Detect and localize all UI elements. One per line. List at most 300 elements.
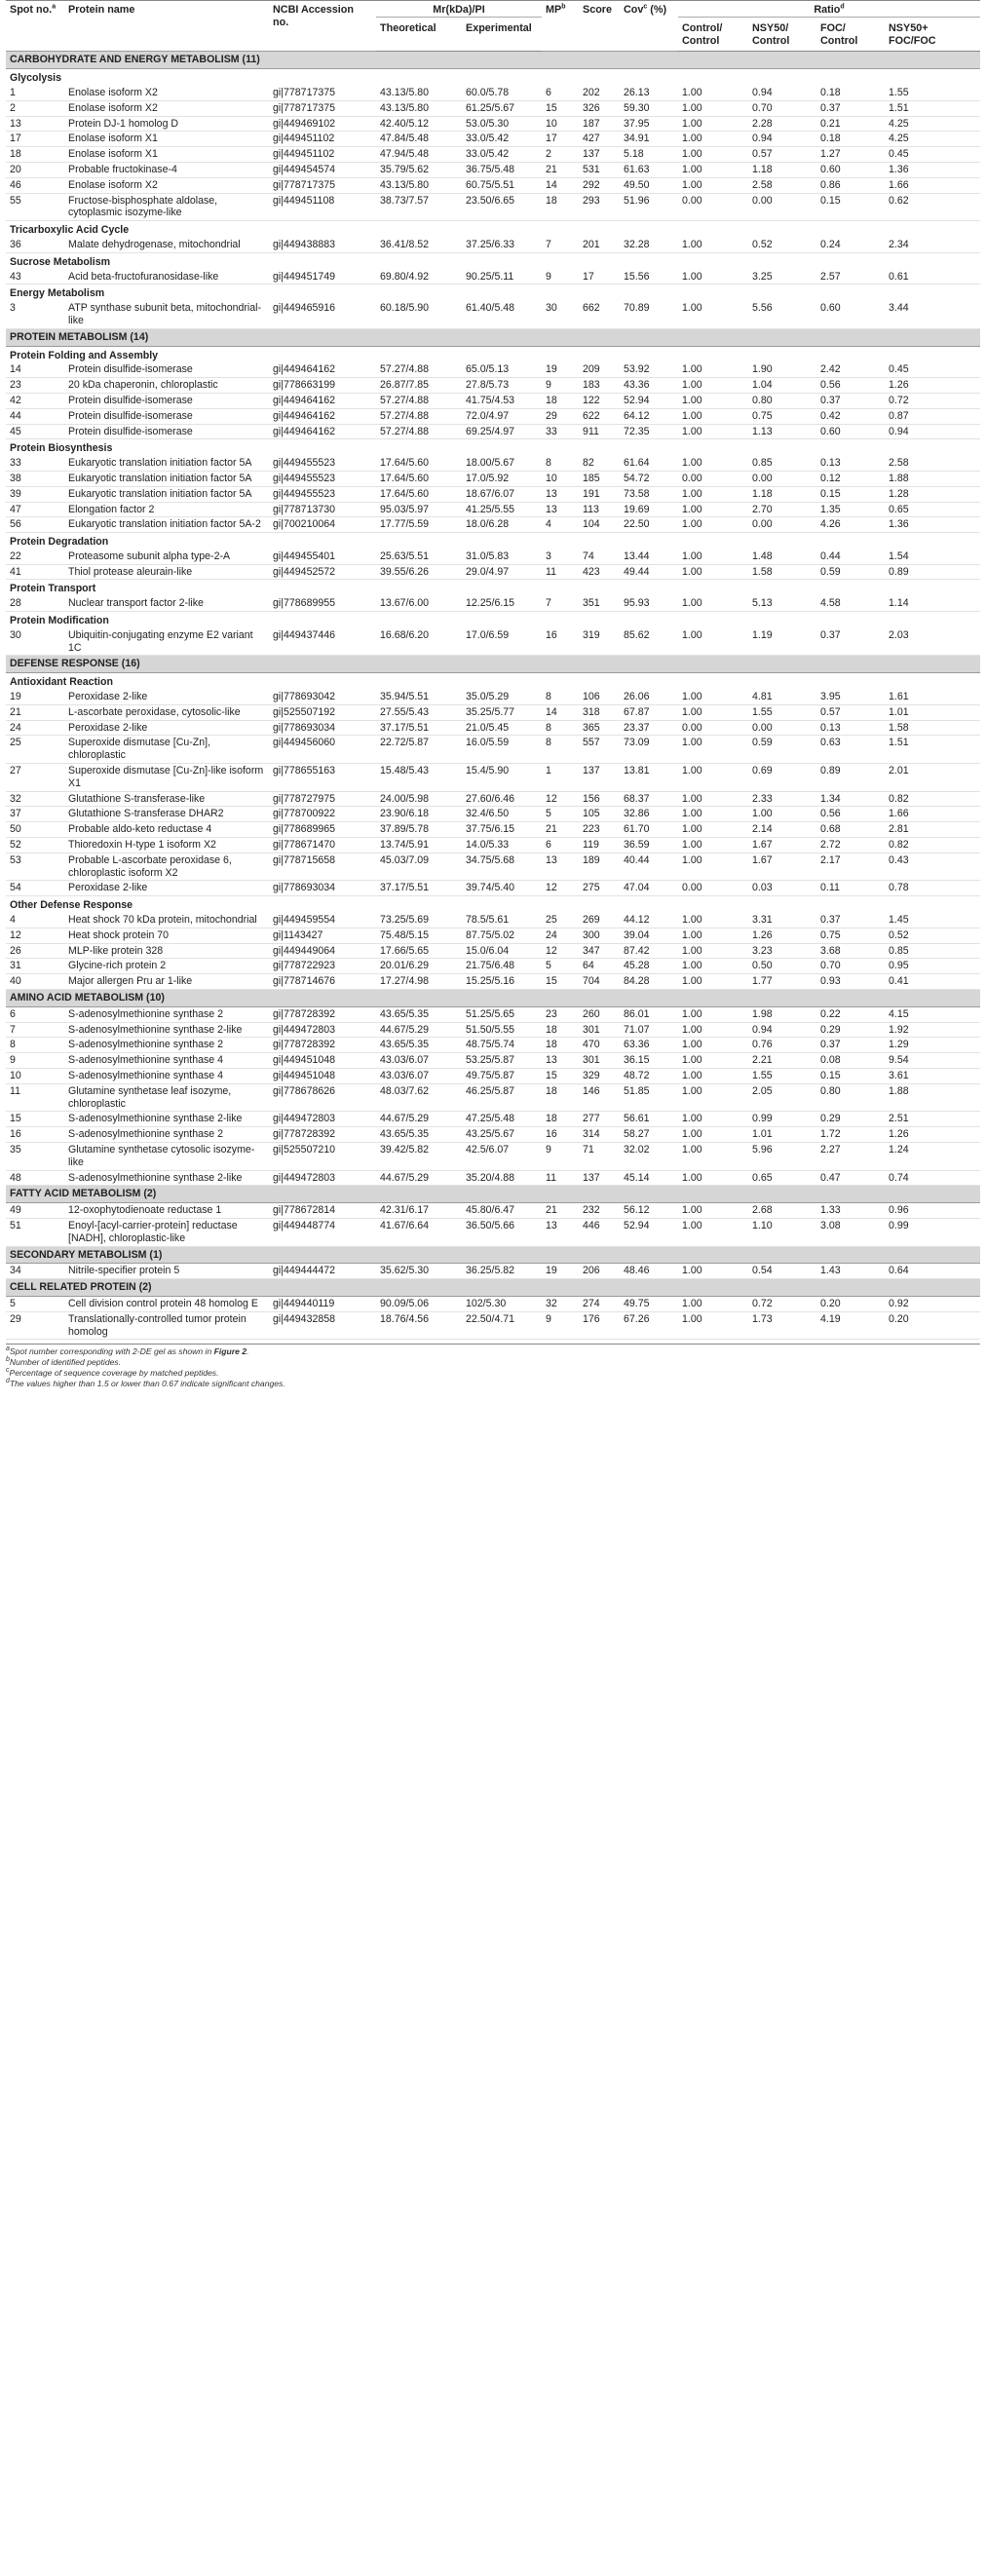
category-title: PROTEIN METABOLISM (14) (6, 328, 980, 346)
category-title: SECONDARY METABOLISM (1) (6, 1246, 980, 1264)
ratio-foc-control: 3.95 (816, 690, 885, 704)
ratio-foc-control: 0.15 (816, 486, 885, 502)
subcategory-title: Protein Folding and Assembly (10, 349, 159, 361)
ratio-nsy50foc-foc: 0.74 (885, 1170, 980, 1186)
mp-count: 23 (542, 1006, 579, 1022)
mp-count: 30 (542, 301, 579, 328)
ratio-nsy50-control: 0.70 (748, 100, 816, 116)
ratio-nsy50foc-foc: 1.51 (885, 736, 980, 764)
ncbi-accession: gi|449451108 (269, 193, 376, 221)
ncbi-accession: gi|449449064 (269, 943, 376, 959)
ratio-nsy50foc-foc: 0.85 (885, 943, 980, 959)
score: 185 (579, 471, 620, 486)
spot-no: 23 (6, 378, 64, 394)
table-row (6, 838, 980, 853)
coverage: 48.46 (620, 1264, 678, 1279)
mr-experimental: 41.75/4.53 (462, 393, 542, 408)
ncbi-accession: gi|449432858 (269, 1311, 376, 1340)
mr-theoretical: 43.13/5.80 (376, 177, 462, 193)
coverage: 85.62 (620, 628, 678, 656)
score: 275 (579, 881, 620, 896)
coverage: 54.72 (620, 471, 678, 486)
table-row (6, 1296, 980, 1311)
ratio-nsy50foc-foc: 0.62 (885, 193, 980, 221)
header-cov (620, 1, 678, 52)
ncbi-accession: gi|778717375 (269, 100, 376, 116)
mr-theoretical: 75.48/5.15 (376, 928, 462, 943)
ratio-foc-control: 1.43 (816, 1264, 885, 1279)
mr-theoretical: 35.62/5.30 (376, 1264, 462, 1279)
ratio-foc-control: 1.34 (816, 791, 885, 807)
mr-experimental: 36.25/5.82 (462, 1264, 542, 1279)
table-row (6, 974, 980, 990)
table-row (6, 807, 980, 822)
ratio-control-control: 1.00 (678, 1068, 748, 1083)
protein-name: S-adenosylmethionine synthase 2 (64, 1038, 269, 1053)
ratio-foc-control: 0.60 (816, 424, 885, 439)
coverage: 48.72 (620, 1068, 678, 1083)
ratio-control-control: 1.00 (678, 822, 748, 838)
spot-no: 3 (6, 301, 64, 328)
table-row (6, 628, 980, 656)
ratio-nsy50-control: 1.58 (748, 564, 816, 580)
mp-count: 32 (542, 1296, 579, 1311)
ratio-control-control: 0.00 (678, 471, 748, 486)
category-title: FATTY ACID METABOLISM (2) (6, 1186, 980, 1203)
score: 274 (579, 1296, 620, 1311)
protein-name: S-adenosylmethionine synthase 2-like (64, 1170, 269, 1186)
ratio-foc-control: 1.72 (816, 1127, 885, 1143)
table-row (6, 471, 980, 486)
mr-experimental: 45.80/6.47 (462, 1203, 542, 1219)
ratio-nsy50-control: 0.50 (748, 959, 816, 974)
mp-count: 13 (542, 486, 579, 502)
ratio-nsy50foc-foc: 0.95 (885, 959, 980, 974)
subcategory-row (6, 221, 980, 238)
mr-theoretical: 16.68/6.20 (376, 628, 462, 656)
subcategory-row (6, 896, 980, 913)
protein-name: Thiol protease aleurain-like (64, 564, 269, 580)
protein-name: Eukaryotic translation initiation factor 5A (64, 471, 269, 486)
mp-count: 2 (542, 147, 579, 163)
table-row (6, 549, 980, 564)
footnote-d (6, 1379, 980, 1389)
score: 365 (579, 720, 620, 736)
footnote-b (6, 1357, 980, 1368)
ratio-nsy50foc-foc: 0.89 (885, 564, 980, 580)
ncbi-accession: gi|449472803 (269, 1112, 376, 1127)
coverage: 67.26 (620, 1311, 678, 1340)
protein-name: S-adenosylmethionine synthase 4 (64, 1068, 269, 1083)
mp-count: 8 (542, 690, 579, 704)
ratio-control-control: 1.00 (678, 959, 748, 974)
spot-no: 51 (6, 1218, 64, 1246)
table-row (6, 162, 980, 177)
ncbi-accession: gi|449454574 (269, 162, 376, 177)
spot-no: 15 (6, 1112, 64, 1127)
mr-experimental: 53.25/5.87 (462, 1053, 542, 1069)
mr-experimental: 36.75/5.48 (462, 162, 542, 177)
score: 122 (579, 393, 620, 408)
mr-theoretical: 43.13/5.80 (376, 86, 462, 100)
ratio-control-control: 1.00 (678, 177, 748, 193)
ratio-nsy50foc-foc: 0.87 (885, 408, 980, 424)
mr-theoretical: 45.03/7.09 (376, 852, 462, 881)
mp-count: 33 (542, 424, 579, 439)
figure-reference: Figure 2 (213, 1346, 247, 1357)
score: 704 (579, 974, 620, 990)
protein-name: Major allergen Pru ar 1-like (64, 974, 269, 990)
table-row (6, 943, 980, 959)
mr-theoretical: 48.03/7.62 (376, 1083, 462, 1112)
score: 105 (579, 807, 620, 822)
table-row (6, 596, 980, 611)
ratio-control-control: 1.00 (678, 147, 748, 163)
subcategory-title: Protein Biosynthesis (10, 442, 113, 455)
ratio-nsy50-control: 2.28 (748, 116, 816, 132)
ratio-nsy50foc-foc: 3.61 (885, 1068, 980, 1083)
ratio-foc-control: 0.18 (816, 86, 885, 100)
coverage: 39.04 (620, 928, 678, 943)
ratio-nsy50-control: 1.19 (748, 628, 816, 656)
table-row (6, 301, 980, 328)
mp-count: 3 (542, 549, 579, 564)
coverage: 86.01 (620, 1006, 678, 1022)
table-row (6, 193, 980, 221)
spot-no: 4 (6, 913, 64, 928)
protein-name: Probable aldo-keto reductase 4 (64, 822, 269, 838)
mr-experimental: 15.4/5.90 (462, 764, 542, 792)
mr-experimental: 61.25/5.67 (462, 100, 542, 116)
mp-count: 8 (542, 456, 579, 471)
mr-theoretical: 44.67/5.29 (376, 1112, 462, 1127)
mp-count: 11 (542, 1170, 579, 1186)
subcategory-title: Protein Modification (10, 615, 109, 627)
ratio-nsy50foc-foc: 1.26 (885, 1127, 980, 1143)
table-row (6, 913, 980, 928)
mr-theoretical: 41.67/6.64 (376, 1218, 462, 1246)
ncbi-accession: gi|449456060 (269, 736, 376, 764)
mr-theoretical: 17.64/5.60 (376, 471, 462, 486)
protein-name: Superoxide dismutase [Cu-Zn], chloroplastic (64, 736, 269, 764)
ncbi-accession: gi|449451102 (269, 147, 376, 163)
table-row (6, 1022, 980, 1038)
coverage: 32.86 (620, 807, 678, 822)
ncbi-accession: gi|778714676 (269, 974, 376, 990)
ratio-control-control: 1.00 (678, 301, 748, 328)
coverage: 56.61 (620, 1112, 678, 1127)
spot-no: 17 (6, 132, 64, 147)
ratio-nsy50foc-foc: 0.78 (885, 881, 980, 896)
mp-count: 10 (542, 116, 579, 132)
subcategory-row (6, 533, 980, 549)
mr-theoretical: 17.66/5.65 (376, 943, 462, 959)
ncbi-accession: gi|449440119 (269, 1296, 376, 1311)
ratio-foc-control: 0.60 (816, 301, 885, 328)
protein-name: Peroxidase 2-like (64, 720, 269, 736)
mr-theoretical: 43.13/5.80 (376, 100, 462, 116)
spot-no: 13 (6, 116, 64, 132)
ratio-control-control: 1.00 (678, 1083, 748, 1112)
mr-experimental: 14.0/5.33 (462, 838, 542, 853)
mr-theoretical: 57.27/4.88 (376, 362, 462, 377)
mr-theoretical: 38.73/7.57 (376, 193, 462, 221)
ratio-foc-control: 3.68 (816, 943, 885, 959)
protein-name: Cell division control protein 48 homolog E (64, 1296, 269, 1311)
mr-theoretical: 60.18/5.90 (376, 301, 462, 328)
mr-theoretical: 43.65/5.35 (376, 1038, 462, 1053)
mr-theoretical: 17.27/4.98 (376, 974, 462, 990)
score: 446 (579, 1218, 620, 1246)
table-row (6, 1311, 980, 1340)
coverage: 13.44 (620, 549, 678, 564)
ratio-foc-control: 0.13 (816, 456, 885, 471)
ratio-nsy50-control: 2.33 (748, 791, 816, 807)
spot-no: 2 (6, 100, 64, 116)
mr-experimental: 27.8/5.73 (462, 378, 542, 394)
coverage: 23.37 (620, 720, 678, 736)
table-row (6, 456, 980, 471)
ncbi-accession: gi|525507210 (269, 1142, 376, 1170)
table-row (6, 881, 980, 896)
category-row (6, 990, 980, 1007)
protein-name: Eukaryotic translation initiation factor 5A (64, 456, 269, 471)
coverage: 51.96 (620, 193, 678, 221)
table-row (6, 502, 980, 517)
mr-experimental: 47.25/5.48 (462, 1112, 542, 1127)
ncbi-accession: gi|449464162 (269, 362, 376, 377)
ratio-nsy50foc-foc: 1.26 (885, 378, 980, 394)
coverage: 19.69 (620, 502, 678, 517)
spot-no: 25 (6, 736, 64, 764)
ncbi-accession: gi|778728392 (269, 1006, 376, 1022)
ncbi-accession: gi|778727975 (269, 791, 376, 807)
ratio-nsy50-control: 0.75 (748, 408, 816, 424)
subcategory-title: Energy Metabolism (10, 287, 105, 300)
mp-count: 15 (542, 974, 579, 990)
score: 531 (579, 162, 620, 177)
coverage: 49.50 (620, 177, 678, 193)
mr-theoretical: 39.55/6.26 (376, 564, 462, 580)
ratio-nsy50-control: 1.10 (748, 1218, 816, 1246)
coverage: 40.44 (620, 852, 678, 881)
header-ratio-nsy50-control: NSY50/ Control (748, 17, 816, 52)
header-experimental: Experimental (462, 17, 542, 52)
mr-experimental: 87.75/5.02 (462, 928, 542, 943)
mr-experimental: 90.25/5.11 (462, 270, 542, 284)
ratio-control-control: 1.00 (678, 1022, 748, 1038)
ncbi-accession: gi|778678626 (269, 1083, 376, 1112)
score: 191 (579, 486, 620, 502)
coverage: 67.87 (620, 704, 678, 720)
mr-experimental: 18.67/6.07 (462, 486, 542, 502)
mr-theoretical: 15.48/5.43 (376, 764, 462, 792)
coverage: 49.75 (620, 1296, 678, 1311)
table-row (6, 1006, 980, 1022)
table-row (6, 791, 980, 807)
mr-theoretical: 24.00/5.98 (376, 791, 462, 807)
ncbi-accession: gi|449472803 (269, 1022, 376, 1038)
protein-name: Enolase isoform X1 (64, 132, 269, 147)
ratio-nsy50-control: 3.25 (748, 270, 816, 284)
subcategory-row (6, 69, 980, 86)
footnote-mark: a (6, 1345, 10, 1353)
ratio-nsy50-control: 5.13 (748, 596, 816, 611)
mp-count: 5 (542, 959, 579, 974)
ncbi-accession: gi|449448774 (269, 1218, 376, 1246)
footnote-mark: b (561, 3, 566, 11)
ratio-foc-control: 2.72 (816, 838, 885, 853)
table-row (6, 86, 980, 100)
ratio-foc-control: 0.18 (816, 132, 885, 147)
mp-count: 15 (542, 1068, 579, 1083)
score: 71 (579, 1142, 620, 1170)
coverage: 56.12 (620, 1203, 678, 1219)
mr-theoretical: 20.01/6.29 (376, 959, 462, 974)
coverage: 64.12 (620, 408, 678, 424)
protein-name: Peroxidase 2-like (64, 690, 269, 704)
subcategory-row (6, 612, 980, 628)
mr-experimental: 42.5/6.07 (462, 1142, 542, 1170)
protein-name: Enolase isoform X2 (64, 177, 269, 193)
spot-no: 37 (6, 807, 64, 822)
table-row (6, 1218, 980, 1246)
mr-experimental: 49.75/5.87 (462, 1068, 542, 1083)
footnote-c (6, 1368, 980, 1379)
score: 232 (579, 1203, 620, 1219)
protein-name: Superoxide dismutase [Cu-Zn]-like isoform X1 (64, 764, 269, 792)
ratio-foc-control: 0.11 (816, 881, 885, 896)
ratio-nsy50-control: 1.48 (748, 549, 816, 564)
coverage: 73.09 (620, 736, 678, 764)
mr-theoretical: 17.77/5.59 (376, 517, 462, 533)
ratio-nsy50-control: 1.77 (748, 974, 816, 990)
score: 137 (579, 764, 620, 792)
score: 293 (579, 193, 620, 221)
score: 201 (579, 238, 620, 252)
spot-no: 56 (6, 517, 64, 533)
ratio-control-control: 1.00 (678, 807, 748, 822)
coverage: 44.12 (620, 913, 678, 928)
header-ncbi: NCBI Accession no. (269, 1, 376, 52)
score: 470 (579, 1038, 620, 1053)
mr-experimental: 18.0/6.28 (462, 517, 542, 533)
ratio-foc-control: 3.08 (816, 1218, 885, 1246)
spot-no: 40 (6, 974, 64, 990)
ratio-foc-control: 1.27 (816, 147, 885, 163)
ratio-foc-control: 4.26 (816, 517, 885, 533)
ratio-nsy50-control: 0.76 (748, 1038, 816, 1053)
mr-experimental: 41.25/5.55 (462, 502, 542, 517)
ncbi-accession: gi|778717375 (269, 177, 376, 193)
ratio-nsy50-control: 0.52 (748, 238, 816, 252)
ratio-nsy50foc-foc: 0.65 (885, 502, 980, 517)
protein-name: ATP synthase subunit beta, mitochondrial-like (64, 301, 269, 328)
ratio-foc-control: 0.89 (816, 764, 885, 792)
ncbi-accession: gi|778689955 (269, 596, 376, 611)
table-row (6, 1170, 980, 1186)
ratio-control-control: 1.00 (678, 424, 748, 439)
ratio-foc-control: 0.15 (816, 1068, 885, 1083)
ncbi-accession: gi|449472803 (269, 1170, 376, 1186)
table-row (6, 378, 980, 394)
protein-name: Glutamine synthetase cytosolic isozyme-like (64, 1142, 269, 1170)
ratio-nsy50foc-foc: 4.25 (885, 116, 980, 132)
coverage: 95.93 (620, 596, 678, 611)
mp-count: 18 (542, 1083, 579, 1112)
protein-name: Glutathione S-transferase-like (64, 791, 269, 807)
score: 277 (579, 1112, 620, 1127)
ncbi-accession: gi|700210064 (269, 517, 376, 533)
mr-theoretical: 18.76/4.56 (376, 1311, 462, 1340)
category-title: CELL RELATED PROTEIN (2) (6, 1279, 980, 1297)
header-ratio-foc-control: FOC/ Control (816, 17, 885, 52)
spot-no: 10 (6, 1068, 64, 1083)
spot-no: 6 (6, 1006, 64, 1022)
mp-count: 7 (542, 238, 579, 252)
ratio-nsy50foc-foc: 1.88 (885, 1083, 980, 1112)
ratio-control-control: 1.00 (678, 86, 748, 100)
ncbi-accession: gi|449465916 (269, 301, 376, 328)
ratio-nsy50foc-foc: 1.66 (885, 807, 980, 822)
mp-count: 25 (542, 913, 579, 928)
mr-theoretical: 27.55/5.43 (376, 704, 462, 720)
spot-no: 7 (6, 1022, 64, 1038)
mr-experimental: 31.0/5.83 (462, 549, 542, 564)
protein-name: MLP-like protein 328 (64, 943, 269, 959)
ratio-nsy50foc-foc: 3.44 (885, 301, 980, 328)
ratio-nsy50foc-foc: 1.55 (885, 86, 980, 100)
table-row (6, 517, 980, 533)
mp-count: 5 (542, 807, 579, 822)
coverage: 84.28 (620, 974, 678, 990)
ratio-nsy50-control: 1.55 (748, 1068, 816, 1083)
table-row (6, 408, 980, 424)
ratio-nsy50-control: 0.00 (748, 193, 816, 221)
subcategory-row (6, 580, 980, 596)
mr-experimental: 51.50/5.55 (462, 1022, 542, 1038)
ratio-foc-control: 0.21 (816, 116, 885, 132)
ratio-nsy50-control: 0.03 (748, 881, 816, 896)
score: 351 (579, 596, 620, 611)
coverage: 36.15 (620, 1053, 678, 1069)
ratio-foc-control: 0.37 (816, 1038, 885, 1053)
protein-table (6, 0, 980, 1340)
ratio-nsy50-control: 1.90 (748, 362, 816, 377)
mr-theoretical: 37.17/5.51 (376, 720, 462, 736)
mr-experimental: 33.0/5.42 (462, 147, 542, 163)
ratio-control-control: 0.00 (678, 720, 748, 736)
table-row (6, 147, 980, 163)
subcategory-row (6, 439, 980, 456)
spot-no: 35 (6, 1142, 64, 1170)
ncbi-accession: gi|778663199 (269, 378, 376, 394)
mr-theoretical: 42.40/5.12 (376, 116, 462, 132)
mr-experimental: 22.50/4.71 (462, 1311, 542, 1340)
mr-experimental: 35.20/4.88 (462, 1170, 542, 1186)
ncbi-accession: gi|1143427 (269, 928, 376, 943)
category-row (6, 656, 980, 673)
ratio-nsy50-control: 0.94 (748, 1022, 816, 1038)
mr-experimental: 46.25/5.87 (462, 1083, 542, 1112)
table-row (6, 393, 980, 408)
ncbi-accession: gi|449455523 (269, 486, 376, 502)
ratio-control-control: 0.00 (678, 881, 748, 896)
ratio-foc-control: 0.80 (816, 1083, 885, 1112)
ratio-nsy50-control: 1.73 (748, 1311, 816, 1340)
ratio-nsy50foc-foc: 1.45 (885, 913, 980, 928)
ratio-control-control: 1.00 (678, 1170, 748, 1186)
